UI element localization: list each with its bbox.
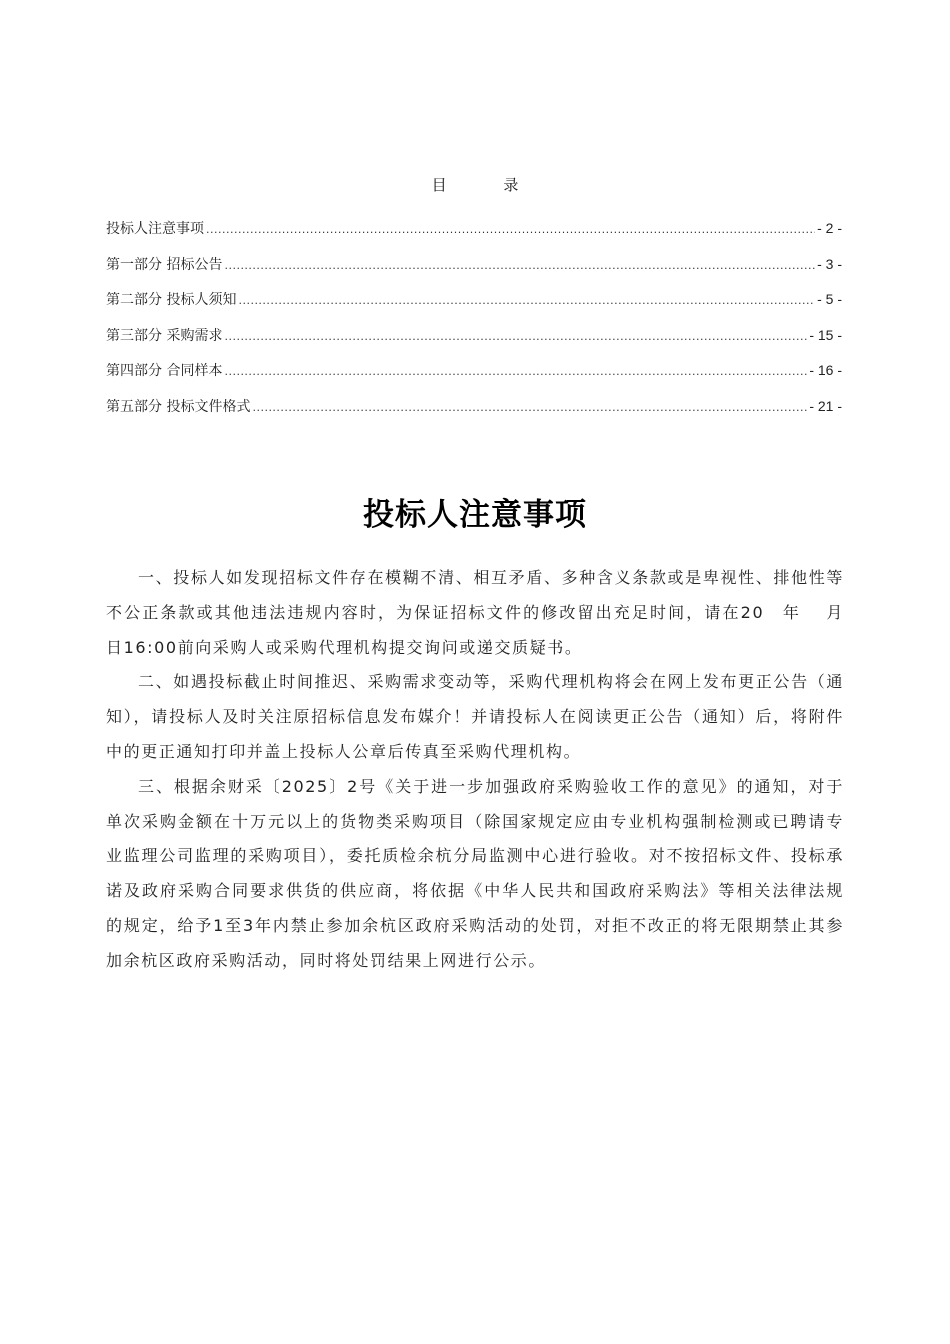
- toc-entry[interactable]: [106, 254, 842, 290]
- toc-entry[interactable]: [106, 325, 842, 361]
- paragraph: 二、如遇投标截止时间推迟、采购需求变动等，采购代理机构将会在网上发布更正公告（通知），请投标人及时关注原招标信息发布媒介！并请投标人在阅读更正公告（通知）后，将附件中的更正通知打印并盖上投标人公章后传真至采购代理机构。: [106, 672, 844, 761]
- toc-entry-label: 第三部分 采购需求: [106, 327, 223, 344]
- toc-title: 目 录: [431, 176, 545, 194]
- toc-leader-dots: [224, 256, 815, 276]
- toc-entry-page: - 2 -: [817, 220, 842, 236]
- paragraph: 一、投标人如发现招标文件存在模糊不清、相互矛盾、多种含义条款或是卑视性、排他性等不公正条款或其他违法违规内容时，为保证招标文件的修改留出充足时间，请在20 年 月 日16:00前向采购人或采购代理机构提交询问或递交质疑书。: [106, 568, 844, 657]
- toc-entry-page: - 21 -: [809, 397, 842, 414]
- toc-entry-label: 第一部分 招标公告: [106, 256, 223, 273]
- toc-entry[interactable]: [106, 396, 842, 432]
- section-body: [106, 561, 844, 979]
- paragraph: 三、根据余财采〔2025〕2号《关于进一步加强政府采购验收工作的意见》的通知，对于单次采购金额在十万元以上的货物类采购项目（除国家规定应由专业机构强制检测或已聘请专业监理公司监理的采购项目），委托质检余杭分局监测中心进行验收。对不按招标文件、投标承诺及政府采购合同要求供货的供应商，将依据《中华人民共和国政府采购法》等相关法律法规的规定，给予1至3年内禁止参加余杭区政府采购活动的处罚，对拒不改正的将无限期禁止其参加余杭区政府采购活动，同时将处罚结果上网进行公示。: [106, 776, 844, 970]
- toc-entry-page: - 3 -: [817, 255, 842, 272]
- toc-entry-page: - 16 -: [809, 362, 842, 378]
- toc-entry-page: - 5 -: [817, 291, 842, 307]
- table-of-contents: [106, 218, 842, 431]
- toc-entry[interactable]: [106, 289, 842, 325]
- toc-leader-dots: [224, 362, 807, 382]
- toc-entry-label: 第二部分 投标人须知: [106, 292, 237, 308]
- toc-leader-dots: [206, 220, 815, 240]
- toc-leader-dots: [238, 291, 815, 311]
- section-heading: 投标人注意事项: [363, 497, 587, 533]
- toc-leader-dots: [252, 398, 807, 418]
- toc-entry-label: 第五部分 投标文件格式: [106, 398, 251, 415]
- toc-leader-dots: [224, 327, 807, 347]
- toc-entry[interactable]: [106, 218, 842, 254]
- toc-entry[interactable]: [106, 360, 842, 396]
- toc-entry-label: 投标人注意事项: [106, 221, 204, 237]
- toc-entry-page: - 15 -: [809, 326, 842, 343]
- toc-entry-label: 第四部分 合同样本: [106, 363, 223, 379]
